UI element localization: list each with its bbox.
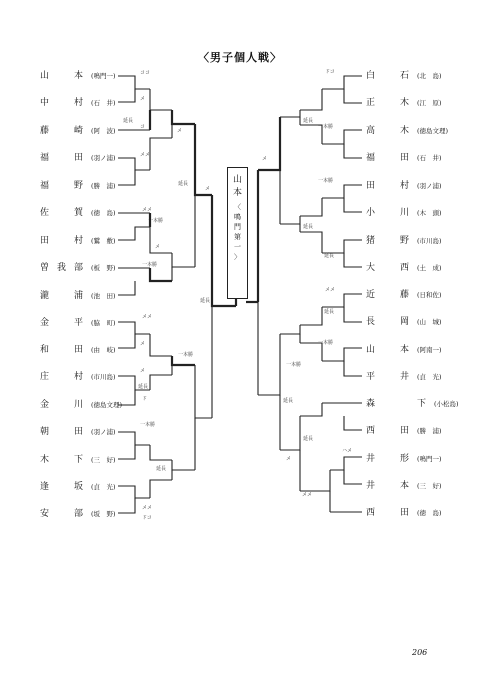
player-team: (三 好) (417, 482, 442, 490)
left-player-row (40, 262, 116, 274)
player-name: 平 井 (366, 372, 418, 382)
player-name: 福 野 (40, 181, 92, 191)
left-player-row (40, 426, 116, 438)
player-name: 朝 田 (40, 427, 92, 437)
score-note: メメ (142, 314, 153, 320)
right-player-row (366, 207, 442, 219)
player-team: (坂 野) (91, 510, 116, 518)
enchou-note: 延長 (178, 181, 189, 187)
player-name: 金 平 (40, 318, 92, 328)
enchou-note: 延長 (324, 253, 335, 259)
right-player-row (366, 125, 448, 137)
player-name: 佐 賀 (40, 208, 92, 218)
left-player-row (40, 97, 116, 109)
right-player-row (366, 480, 442, 492)
enchou-note: 延長 (156, 466, 167, 472)
player-team: (鳴門一) (417, 455, 442, 463)
player-name: 福 田 (366, 153, 418, 163)
player-team: (石 井) (91, 99, 116, 107)
ippon-note: 一本勝 (140, 422, 156, 428)
enchou-note: 延長 (303, 436, 314, 442)
left-player-row (40, 344, 116, 356)
player-team: (脇 町) (91, 319, 116, 327)
player-name: 逢 坂 (40, 482, 92, 492)
champion-name: 山 本 (232, 175, 242, 198)
left-player-row (40, 454, 116, 466)
player-name: 大 西 (366, 263, 418, 273)
ippon-note: 一本勝 (318, 124, 334, 130)
score-note: ハメ (342, 448, 353, 454)
player-team: (徳島文理) (417, 127, 449, 135)
right-player-row (366, 371, 442, 383)
player-name: 藤 崎 (40, 126, 92, 136)
player-name: 高 木 (366, 126, 418, 136)
player-team: (由 岐) (91, 346, 116, 354)
enchou-note: 延長 (303, 118, 314, 124)
player-team: (江 原) (417, 99, 442, 107)
ippon-note: 一本勝 (178, 352, 194, 358)
player-team: (羽ノ浦) (417, 182, 442, 190)
player-team: (阿南一) (417, 346, 442, 354)
player-name: 井 本 (366, 481, 418, 491)
score-note: ドコ (325, 69, 335, 75)
player-team: (板 野) (91, 264, 116, 272)
right-player-row (366, 425, 442, 437)
score-note: メ (140, 368, 146, 374)
player-team: (貞 光) (417, 373, 442, 381)
left-player-row (40, 481, 116, 493)
right-player-row (366, 398, 459, 410)
score-note: メ (205, 186, 211, 192)
player-team: (木 頭) (417, 209, 442, 217)
player-team: (池 田) (91, 292, 116, 300)
player-team: (石 井) (417, 154, 442, 162)
left-player-row (40, 235, 116, 247)
right-player-row (366, 152, 442, 164)
player-team: (羽ノ浦) (91, 154, 116, 162)
left-player-row (40, 508, 116, 520)
player-name: 西 田 (366, 508, 418, 518)
ippon-note: 一本勝 (318, 340, 334, 346)
player-team: (鷲 敷) (91, 237, 116, 245)
score-note: メ (155, 244, 161, 250)
player-name: 小 川 (366, 208, 418, 218)
player-name: 正 木 (366, 98, 418, 108)
player-team: (貞 光) (91, 483, 116, 491)
score-note: メ (140, 96, 146, 102)
enchou-note: 延長 (283, 398, 294, 404)
player-name: 森 下 (366, 399, 435, 409)
ippon-note: 一本勝 (142, 262, 158, 268)
page-number: 206 (412, 648, 428, 657)
player-name: 長 岡 (366, 317, 418, 327)
score-note: メメ (140, 152, 151, 158)
enchou-note: 延長 (123, 118, 134, 124)
ippon-note: 一本勝 (318, 178, 334, 184)
right-player-row (366, 316, 442, 328)
player-team: (阿 波) (91, 127, 116, 135)
left-player-row (40, 180, 116, 192)
player-team: (徳 島) (417, 509, 442, 517)
left-player-row (40, 125, 116, 137)
left-player-row (40, 399, 122, 411)
score-note: メ (286, 456, 292, 462)
player-name: 田 村 (40, 236, 92, 246)
player-team: (勝 浦) (417, 427, 442, 435)
player-name: 金 川 (40, 400, 92, 410)
left-player-row (40, 371, 116, 383)
champion-team: 〈 鳴 門 第 一 〉 (234, 203, 241, 261)
player-name: 庄 村 (40, 372, 92, 382)
player-team: (徳島文理) (91, 401, 123, 409)
score-note: ド (142, 396, 148, 402)
player-team: (徳 島) (91, 209, 116, 217)
page-title: 〈男子個人戦〉 (198, 51, 282, 64)
score-note: ココ (140, 70, 151, 76)
enchou-note: 延長 (324, 309, 335, 315)
champion-box (227, 167, 248, 299)
score-note: メメ (142, 207, 153, 213)
player-name: 曽我部 (40, 263, 92, 273)
score-note: メメ (302, 492, 313, 498)
right-player-row (366, 344, 442, 356)
left-player-row (40, 152, 116, 164)
player-team: (土 成) (417, 264, 442, 272)
player-team: (山 城) (417, 318, 442, 326)
player-team: (市川島) (417, 237, 442, 245)
enchou-note: 延長 (138, 384, 149, 390)
player-team: (市川島) (91, 373, 116, 381)
score-note: メ (262, 156, 268, 162)
player-name: 安 部 (40, 509, 92, 519)
player-team: (勝 浦) (91, 182, 116, 190)
left-player-row (40, 290, 116, 302)
right-player-row (366, 97, 442, 109)
player-team: (日和佐) (417, 291, 442, 299)
player-name: 木 下 (40, 455, 92, 465)
player-team: (鳴門一) (91, 72, 116, 80)
player-name: 田 村 (366, 181, 418, 191)
enchou-note: 延長 (303, 224, 314, 230)
right-player-row (366, 262, 442, 274)
right-player-row (366, 180, 442, 192)
left-player-row (40, 207, 116, 219)
ippon-note: 一本勝 (286, 362, 302, 368)
player-team: (三 好) (91, 456, 116, 464)
player-name: 山 本 (366, 345, 418, 355)
right-player-row (366, 289, 442, 301)
player-name: 中 村 (40, 98, 92, 108)
score-note: コ (140, 124, 146, 130)
right-player-row (366, 453, 442, 465)
player-name: 白 石 (366, 71, 418, 81)
score-note: メ (177, 128, 183, 134)
score-note: メ (140, 341, 146, 347)
enchou-note: 延長 (200, 298, 211, 304)
right-player-row (366, 70, 442, 82)
left-player-row (40, 317, 116, 329)
player-name: 猪 野 (366, 236, 418, 246)
player-team: (北 島) (417, 72, 442, 80)
score-note: ドコ (142, 515, 152, 521)
player-name: 福 田 (40, 153, 92, 163)
player-name: 西 田 (366, 426, 418, 436)
right-player-row (366, 235, 442, 247)
right-player-row (366, 507, 442, 519)
player-name: 井 形 (366, 454, 418, 464)
player-name: 瀧 浦 (40, 291, 92, 301)
left-player-row (40, 70, 116, 82)
score-note: メメ (325, 287, 336, 293)
player-team: (羽ノ浦) (91, 428, 116, 436)
ippon-note: 一本勝 (148, 218, 164, 224)
player-team: (小松島) (434, 400, 459, 408)
player-name: 近 藤 (366, 290, 418, 300)
player-name: 山 本 (40, 71, 92, 81)
player-name: 和 田 (40, 345, 92, 355)
score-note: メメ (142, 505, 153, 511)
